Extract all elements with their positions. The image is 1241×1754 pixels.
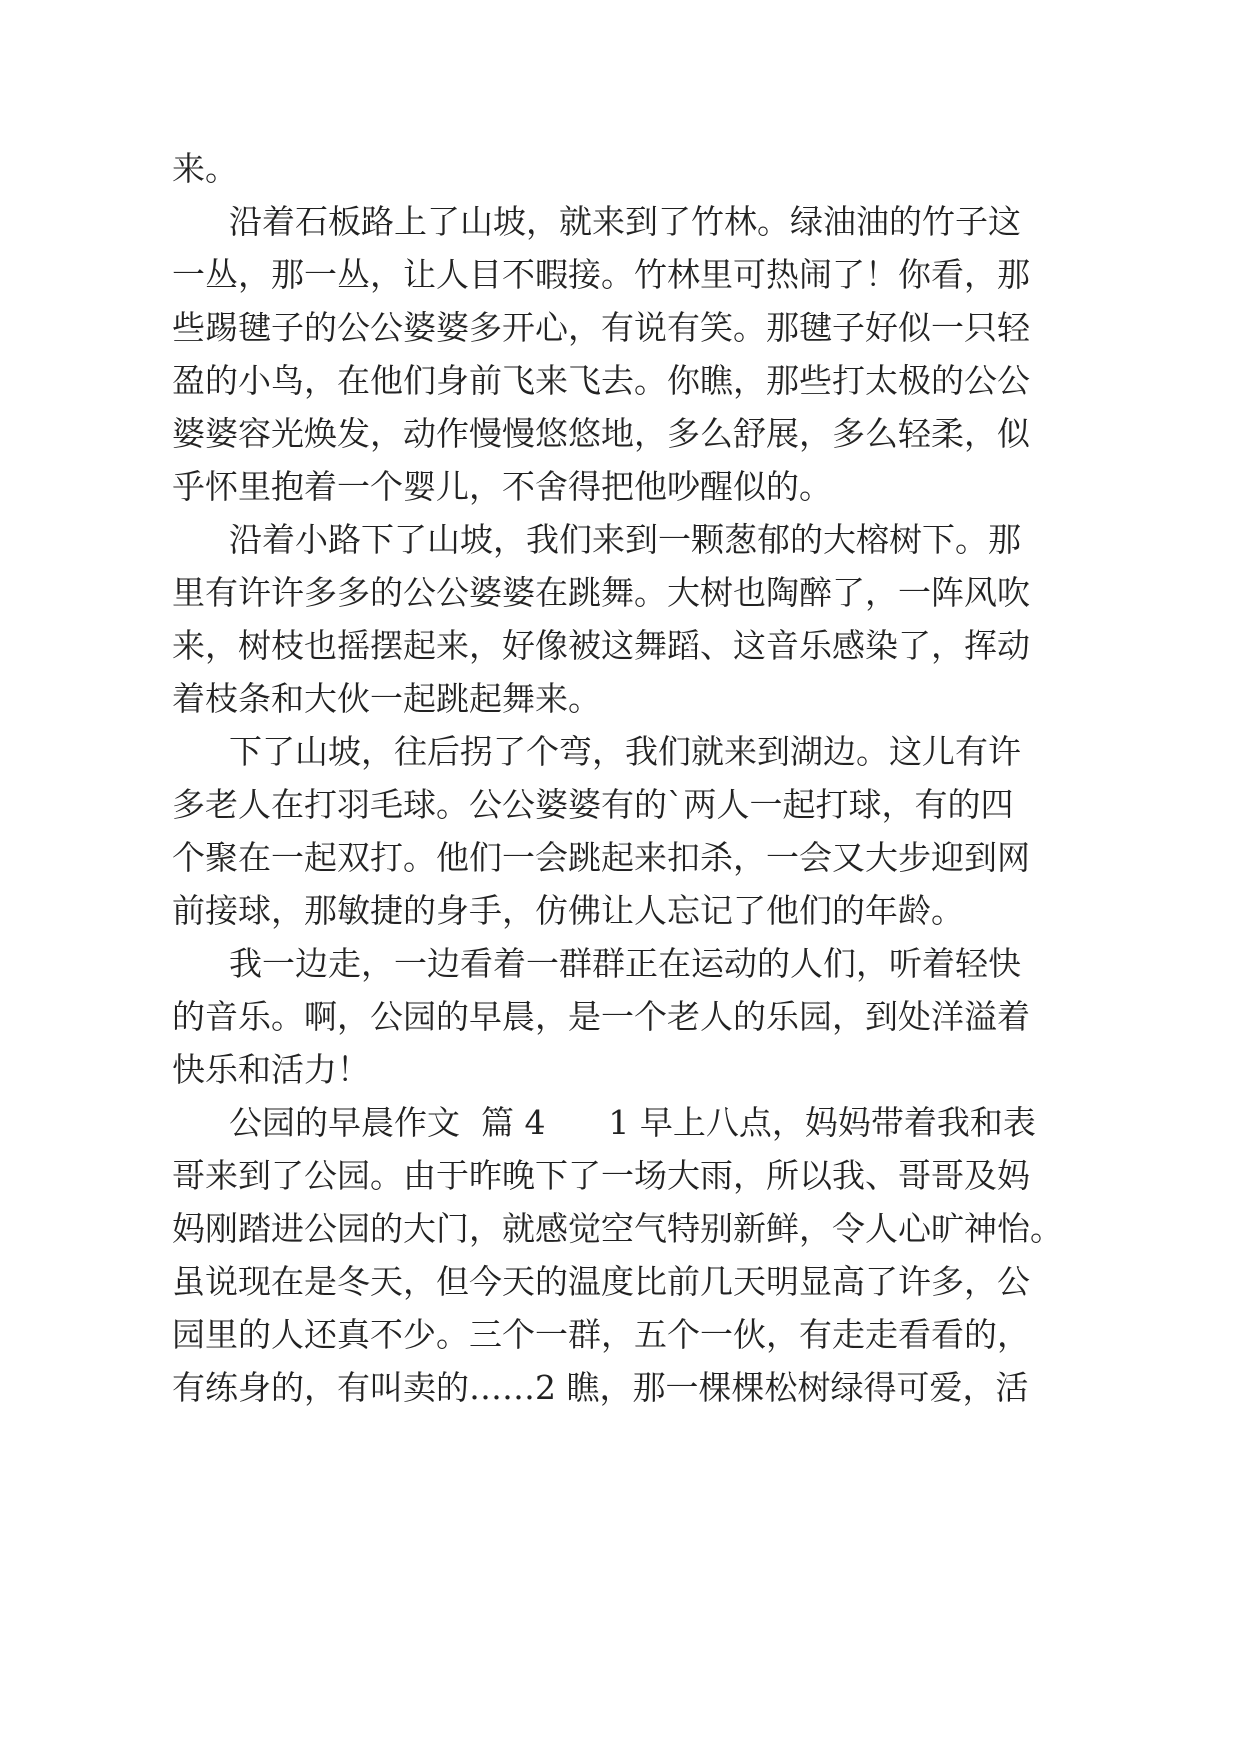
line-text: 有练身的，有叫卖的……2 瞧，那一棵棵松树绿得可爱，活 xyxy=(172,1368,1029,1407)
line-text: 盈的小鸟，在他们身前飞来飞去。你瞧，那些打太极的公公 xyxy=(172,361,1030,400)
line-text: 快乐和活力！ xyxy=(172,1050,370,1089)
line-text: 公园的早晨作文 篇 4 1 早上八点，妈妈带着我和表 xyxy=(229,1103,1036,1142)
line-text: 个聚在一起双打。他们一会跳起来扣杀，一会又大步迎到网 xyxy=(172,838,1030,877)
line-text: 来，树枝也摇摆起来，好像被这舞蹈、这音乐感染了，挥动 xyxy=(172,626,1030,665)
line-text: 来。 xyxy=(172,149,238,188)
line-text: 着枝条和大伙一起跳起舞来。 xyxy=(172,679,601,718)
line-text: 沿着石板路上了山坡，就来到了竹林。绿油油的竹子这 xyxy=(229,202,1021,241)
line-text: 我一边走，一边看着一群群正在运动的人们，听着轻快 xyxy=(229,944,1021,983)
line-text: 哥来到了公园。由于昨晚下了一场大雨，所以我、哥哥及妈 xyxy=(172,1156,1030,1195)
line-text: 妈刚踏进公园的大门，就感觉空气特别新鲜，令人心旷神怡。 xyxy=(172,1209,1063,1248)
line-text: 虽说现在是冬天，但今天的温度比前几天明显高了许多，公 xyxy=(172,1262,1030,1301)
line-text: 园里的人还真不少。三个一群，五个一伙，有走走看看的， xyxy=(172,1315,1030,1354)
line-text: 下了山坡，往后拐了个弯，我们就来到湖边。这儿有许 xyxy=(229,732,1021,771)
line-text: 一丛，那一丛，让人目不暇接。竹林里可热闹了！你看，那 xyxy=(172,255,1030,294)
line-text: 多老人在打羽毛球。公公婆婆有的`两人一起打球，有的四 xyxy=(172,785,1014,824)
line-text: 的音乐。啊，公园的早晨，是一个老人的乐园，到处洋溢着 xyxy=(172,997,1030,1036)
line-text: 乎怀里抱着一个婴儿，不舍得把他吵醒似的。 xyxy=(172,467,832,506)
line-text: 婆婆容光焕发，动作慢慢悠悠地，多么舒展，多么轻柔，似 xyxy=(172,414,1030,453)
line-text: 沿着小路下了山坡，我们来到一颗葱郁的大榕树下。那 xyxy=(229,520,1021,559)
line-text: 里有许许多多的公公婆婆在跳舞。大树也陶醉了，一阵风吹 xyxy=(172,573,1030,612)
text-line xyxy=(0,1368,1241,1441)
line-text: 前接球，那敏捷的身手，仿佛让人忘记了他们的年龄。 xyxy=(172,891,964,930)
line-text: 些踢毽子的公公婆婆多开心，有说有笑。那毽子好似一只轻 xyxy=(172,308,1030,347)
